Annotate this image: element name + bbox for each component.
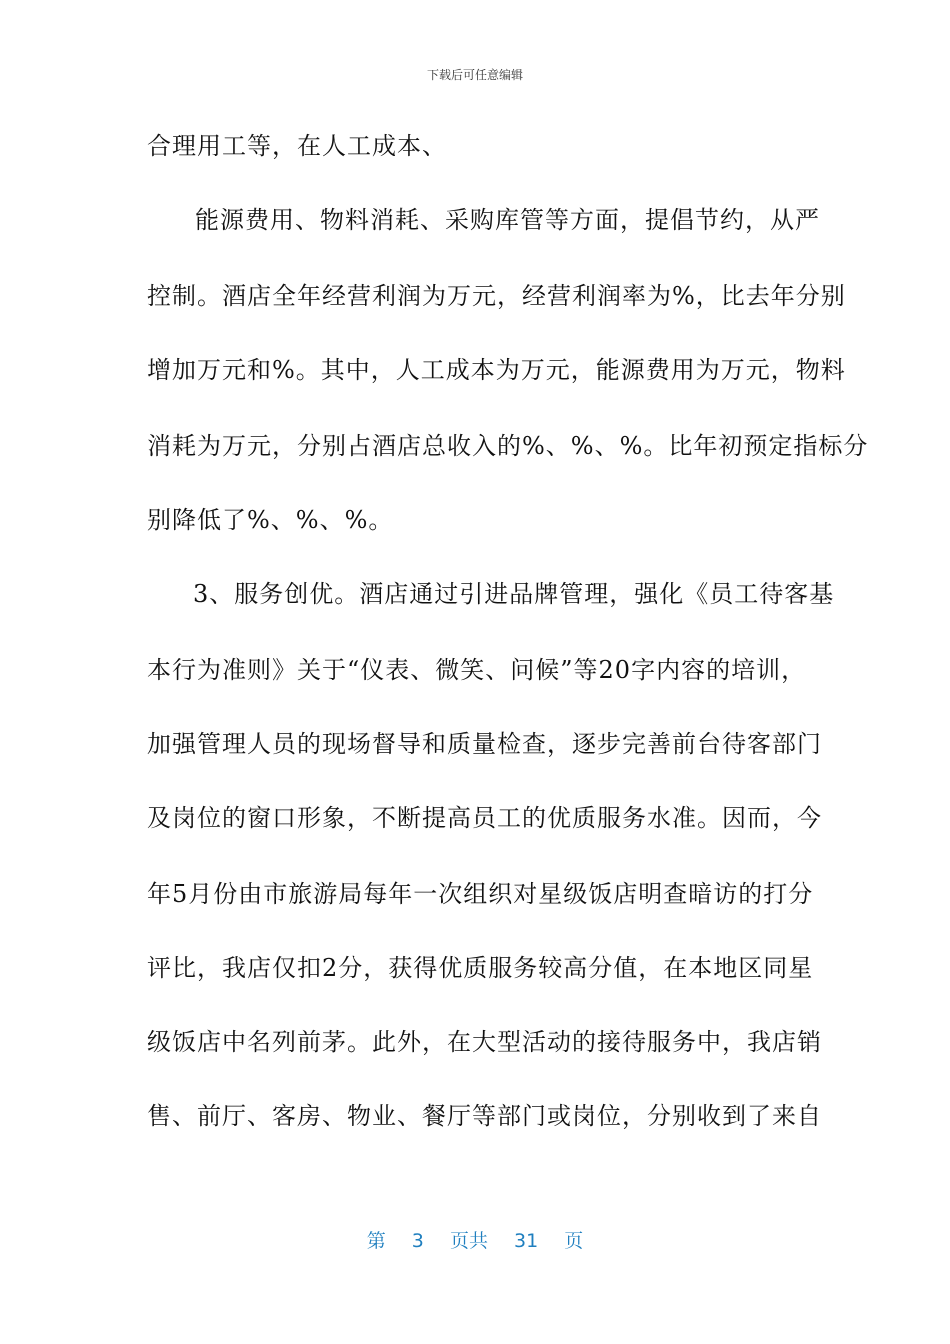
text-line: 售、前厅、客房、物业、餐厅等部门或岗位，分别收到了来自 [147, 1102, 822, 1130]
text-line: 合理用工等，在人工成本、 [147, 132, 447, 160]
text-line: 消耗为万元，分别占酒店总收入的%、%、%。比年初预定指标分 [147, 432, 869, 460]
total-page-count: 31 [514, 1230, 539, 1252]
footer-label-total: 页共 [449, 1230, 488, 1252]
footer-label-page: 第 [366, 1230, 386, 1252]
footer-label-page-end: 页 [564, 1230, 584, 1252]
text-line: 3、服务创优。酒店通过引进品牌管理，强化《员工待客基 [193, 580, 835, 608]
text-line: 增加万元和%。其中，人工成本为万元，能源费用为万元，物料 [147, 356, 846, 384]
text-line: 及岗位的窗口形象，不断提高员工的优质服务水准。因而，今 [147, 804, 822, 832]
text-line: 年5月份由市旅游局每年一次组织对星级饭店明查暗访的打分 [147, 880, 814, 908]
text-line: 级饭店中名列前茅。此外，在大型活动的接待服务中，我店销 [147, 1028, 822, 1056]
page-header: 下载后可任意编辑 [426, 68, 523, 82]
text-line: 控制。酒店全年经营利润为万元，经营利润率为%，比去年分别 [147, 282, 846, 310]
text-line: 加强管理人员的现场督导和质量检查，逐步完善前台待客部门 [147, 730, 822, 758]
text-line: 评比，我店仅扣2分，获得优质服务较高分值，在本地区同星 [147, 954, 814, 982]
text-line: 别降低了%、%、%。 [147, 506, 394, 534]
text-line: 本行为准则》关于“仪表、微笑、问候”等20字内容的培训， [147, 656, 807, 684]
current-page-number: 3 [411, 1230, 424, 1252]
page-footer [0, 1226, 950, 1253]
text-line: 能源费用、物料消耗、采购库管等方面，提倡节约，从严 [195, 206, 820, 234]
